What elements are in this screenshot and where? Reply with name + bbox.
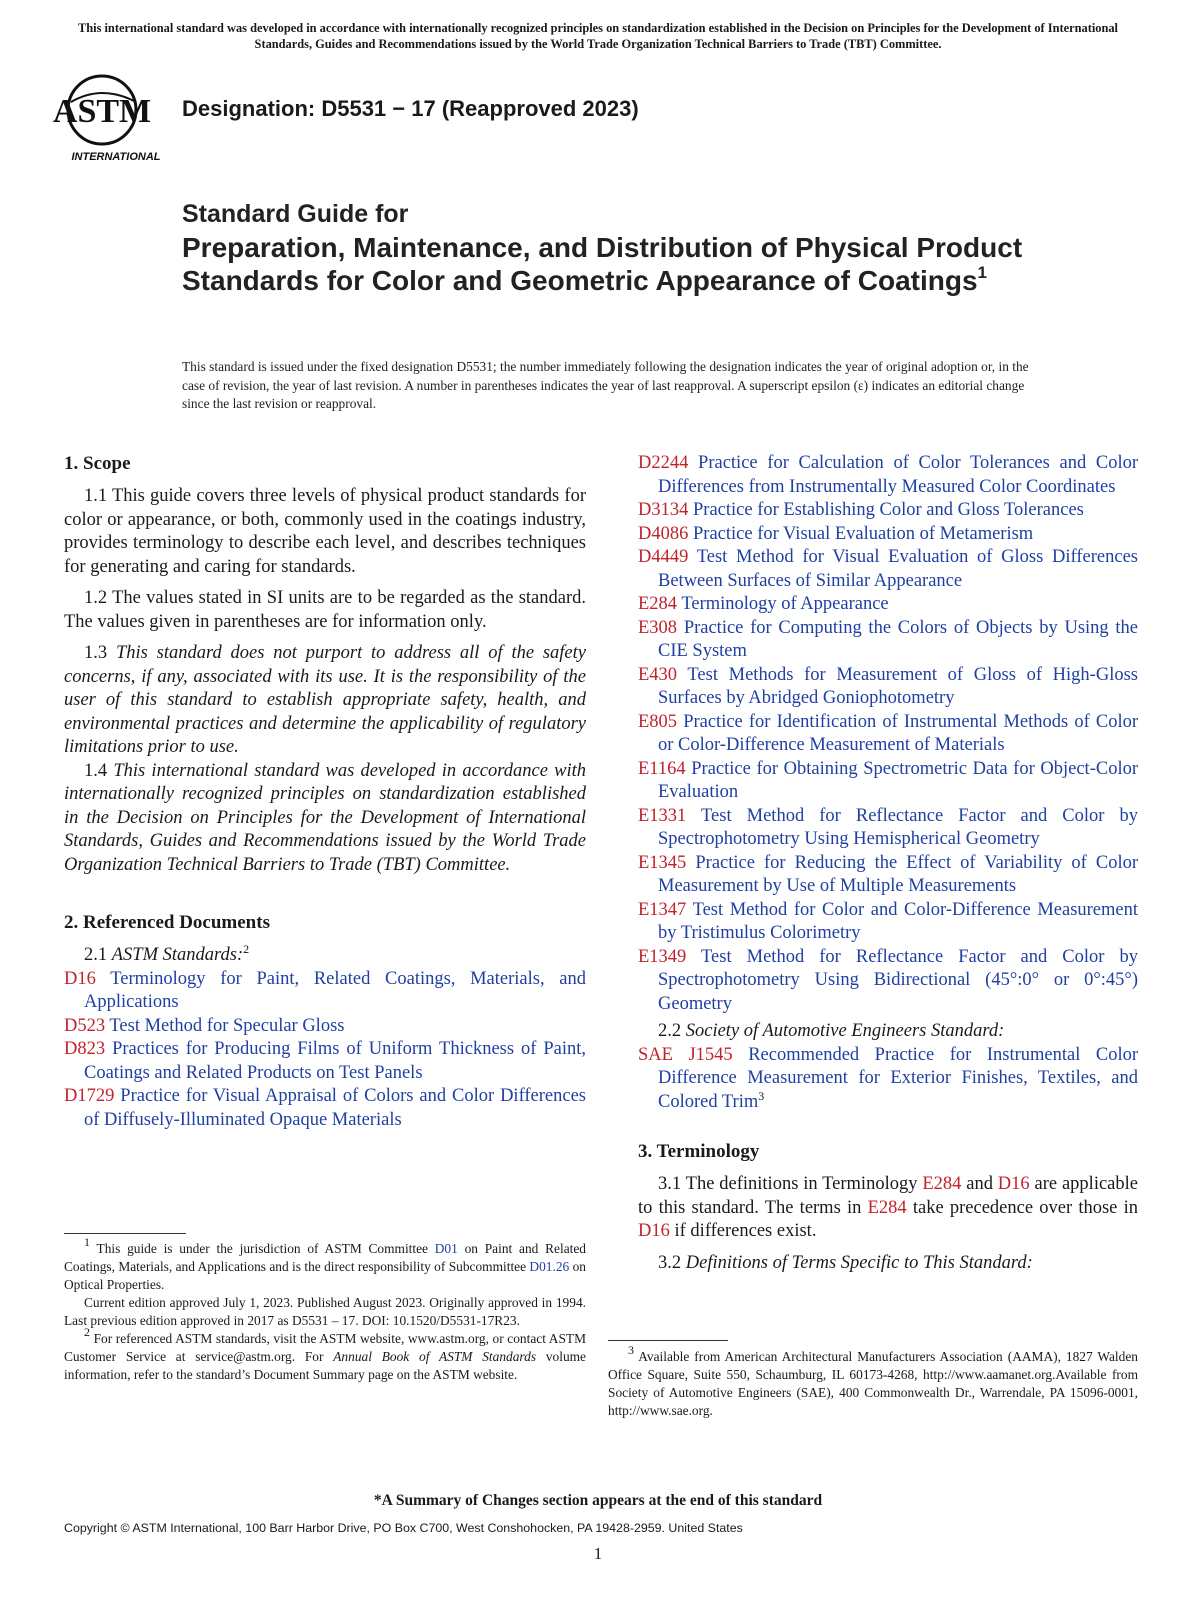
terminology-3-2-num: 3.2 [658,1252,682,1273]
designation: Designation: D5531 − 17 (Reapproved 2023) [182,96,639,121]
summary-note: *A Summary of Changes section appears at the end of this standard [373,1492,823,1509]
link-e284[interactable]: E284 [922,1174,962,1194]
copyright: Copyright © ASTM International, 100 Barr Harbor Drive, PO Box C700, West Conshohocken, PA 19428-2959. United States [64,1521,743,1535]
scope-1-1: 1.1 This guide covers three levels of physical product standards for color or appearance, or both, commonly used in the coatings industry, provides terminology to describe each level, and describes techniques for generating and caring for standards. [64,486,586,577]
astm-standards-fn: 2 [243,942,250,956]
footnote-edition: Current edition approved July 1, 2023. Published August 2023. Originally approved in 1994. Last previous edition approved in 2017 as D5531 – 17. DOI: 10.1520/D5531-17R23. [64,1295,586,1328]
terminology-3-1-text-c: are applicable to this standard. The terms in [638,1174,1138,1218]
reference-title[interactable]: Practice for Calculation of Color Tolerances and Color Differences from Instrumentally Measured Color Coordinates [658,453,1139,497]
reference-title[interactable]: Terminology of Appearance [681,594,889,614]
reference-code[interactable]: E430 [638,664,678,685]
scope-1-3-text: This standard does not purport to address all of the safety concerns, if any, associated with its use. It is the responsibility of the user of this standard to establish appropriate safety, health, and environmental practices and determine the applicability of regulatory limitations prior to use. [64,643,586,757]
sae-subheading [638,1020,1138,1044]
logo-letters: ASTM [52,93,152,130]
reference-code[interactable]: D16 [64,968,96,989]
sae-footnote-mark: 3 [758,1088,765,1103]
page-number: 1 [593,1544,603,1563]
reference-code[interactable]: E1164 [638,758,686,779]
reference-title[interactable]: Terminology for Paint, Related Coatings, Materials, and Applications [84,968,586,1012]
footnote-1-text-b: on Paint and Related Coatings, Materials, and Applications and is the direct responsibility of Subcommittee [64,1241,586,1274]
terminology-3-1-text-b: and [961,1174,998,1194]
left-column [64,452,586,1132]
reference-title[interactable]: Test Methods for Measurement of Gloss of High-Gloss Surfaces by Abridged Goniophotometry [658,664,1138,708]
footnote-1-text-a: This guide is under the jurisdiction of ASTM Committee [90,1241,435,1256]
reference-code[interactable]: D3134 [638,500,689,520]
reference-d4449[interactable] [638,546,1138,593]
reference-title[interactable]: Recommended Practice for Instrumental Color Difference Measurement for Exterior Finishes, Textiles, and Colored Trim [658,1044,1138,1112]
reference-code[interactable]: D4449 [638,547,689,567]
reference-title[interactable]: Test Method for Specular Gloss [109,1015,345,1036]
reference-title[interactable]: Test Method for Visual Evaluation of Gloss Differences Between Surfaces of Similar Appearance [658,547,1138,591]
reference-title[interactable]: Practice for Visual Appraisal of Colors and Color Differences of Diffusely-Illuminated Opaque Materials [84,1086,587,1130]
footnote-3-paragraph [608,1343,1138,1420]
reference-d1729[interactable] [64,1085,586,1132]
left-reference-list [64,968,586,1133]
scope-1-4 [64,760,586,878]
reference-code[interactable]: SAE J1545 [638,1044,733,1065]
reference-e1349[interactable] [638,946,1138,1017]
terminology-3-2 [638,1252,1138,1276]
title-main-text: Preparation, Maintenance, and Distribution of Physical Product Standards for Color and Geometric Appearance of Coatings [182,232,1023,296]
issued-note: This standard is issued under the fixed designation D5531; the number immediately following the designation indicates the year of original adoption or, in the case of revision, the year of last revision. A number in parentheses indicates the year of last reapproval. A superscript epsilon (ε) indicates an editorial change since the last revision or reapproval. [182,359,1029,411]
reference-title[interactable]: Practice for Computing the Colors of Objects by Using the CIE System [658,617,1139,661]
reference-d823[interactable] [64,1038,586,1085]
astm-standards-num: 2.1 [84,945,108,965]
footnote-rule-right [608,1340,728,1341]
terminology-3-1-text-e: if differences exist. [669,1221,817,1241]
link-d16[interactable]: D16 [997,1174,1030,1194]
terminology-3-1-text-d: take precedence over those in [906,1197,1138,1218]
reference-code[interactable]: E1345 [638,852,687,873]
scope-1-3-num: 1.3 [84,643,108,663]
reference-title[interactable]: Practice for Identification of Instrumental Methods of Color or Color-Difference Measurement of Materials [658,711,1139,755]
link-e284-2[interactable]: E284 [867,1197,907,1218]
astm-standards-subheading [64,944,586,968]
astm-standards-label: ASTM Standards: [111,945,244,965]
sae-num: 2.2 [658,1021,682,1041]
reference-title[interactable]: Test Method for Color and Color-Difference Measurement by Tristimulus Colorimetry [658,899,1139,943]
scope-1-3 [64,642,586,760]
reference-e1347[interactable] [638,899,1138,946]
reference-title[interactable]: Test Method for Reflectance Factor and Color by Spectrophotometry Using Hemispherical Geometry [658,805,1138,849]
right-reference-list [638,452,1138,1016]
reference-title[interactable]: Practices for Producing Films of Uniform Thickness of Paint, Coatings and Related Products on Test Panels [84,1039,587,1083]
terminology-heading: 3. Terminology [638,1141,760,1162]
footnote-3-mark: 3 [628,1343,634,1357]
reference-e430[interactable] [638,664,1138,711]
reference-code[interactable]: E284 [638,594,678,614]
logo-label: INTERNATIONAL [71,151,161,163]
scope-1-2: 1.2 The values stated in SI units are to be regarded as the standard. The values given in parentheses are for information only. [64,588,586,632]
reference-d3134[interactable] [638,499,1138,523]
reference-code[interactable]: E1331 [638,805,687,826]
reference-title[interactable]: Practice for Establishing Color and Gloss Tolerances [693,500,1084,520]
terminology-3-1 [638,1173,1138,1244]
reference-title[interactable]: Practice for Obtaining Spectrometric Data for Object-Color Evaluation [658,758,1138,802]
reference-title[interactable]: Practice for Reducing the Effect of Variability of Color Measurement by Use of Multiple Measurements [658,852,1139,896]
terminology-3-1-text-a: 3.1 The definitions in Terminology [658,1174,923,1194]
footnote-3-text: Available from American Architectural Manufacturers Association (AAMA), 1827 Walden Office Square, Suite 550, Schaumburg, IL 60173-4268, http://www.aamanet.org.Available from Society of Automotive Engineers (SAE), 400 Commonwealth Dr., Warrendale, PA 15096-0001, http://www.sae.org. [608,1349,1138,1418]
footnote-2 [64,1325,586,1384]
reference-title[interactable]: Practice for Visual Evaluation of Metamerism [693,523,1034,544]
scope-1-4-num: 1.4 [84,760,108,781]
reference-d523[interactable] [64,1015,586,1039]
footnote-3 [608,1343,1138,1420]
scope-heading: 1. Scope [64,453,131,474]
reference-code[interactable]: D4086 [638,523,689,544]
reference-d4086[interactable] [638,523,1138,547]
footnote-1-mark: 1 [84,1235,90,1249]
reference-e284[interactable] [638,593,1138,617]
title-footnote-mark: 1 [977,263,988,282]
reference-e1164[interactable] [638,758,1138,805]
referenced-heading: 2. Referenced Documents [64,912,270,933]
reference-code[interactable]: D523 [64,1015,106,1036]
footnotes-left [64,1235,586,1384]
footnote-2-text-a: For referenced ASTM standards, visit the ASTM website, www.astm.org, or contact ASTM Customer Service at service@astm.org. For [64,1331,586,1364]
reference-d16[interactable] [64,968,586,1015]
footnote-2-italic: Annual Book of ASTM Standards [333,1349,537,1364]
link-d01[interactable]: D01 [434,1241,458,1256]
link-d01-26[interactable]: D01.26 [529,1259,570,1274]
footnote-1 [64,1235,586,1294]
reference-code[interactable]: E805 [638,711,678,732]
reference-code[interactable]: E308 [638,617,678,638]
top-notice: This international standard was developed in accordance with internationally recognized principles on standardization established in the Decision on Principles for the Development of International Standards, Guides and Recommendations issued by the World Trade Organization Technical Barriers to Trade (TBT) Committee. [77,21,1119,51]
footnote-2-mark: 2 [84,1325,90,1339]
sae-label: Society of Automotive Engineers Standard: [685,1021,1005,1041]
reference-code[interactable]: D823 [64,1039,106,1059]
reference-sae-j1545[interactable] [638,1044,1138,1115]
reference-code[interactable]: E1347 [638,899,687,920]
reference-d2244[interactable] [638,452,1138,499]
right-column [638,452,1138,1283]
footnote-rule-left [64,1233,186,1234]
reference-e308[interactable] [638,617,1138,664]
astm-logo [52,72,166,164]
reference-code[interactable]: E1349 [638,946,687,967]
reference-e805[interactable] [638,711,1138,758]
title-line1: Standard Guide for [182,200,409,228]
reference-code[interactable]: D1729 [64,1086,115,1106]
scope-1-4-text: This international standard was developed in accordance with internationally recognized principles on standardization established in the Decision on Principles for the Development of International Standards, Guides and Recommendations issued by the World Trade Organization Technical Barriers to Trade (TBT) Committee. [64,760,587,875]
title-main [182,231,1062,297]
link-d16-2[interactable]: D16 [638,1221,670,1241]
footnote-2-text-b: volume information, refer to the standard’s Document Summary page on the ASTM website. [64,1349,586,1382]
reference-e1345[interactable] [638,852,1138,899]
reference-code[interactable]: D2244 [638,453,689,473]
footnote-1-text-c: on Optical Properties. [64,1259,586,1292]
reference-title[interactable]: Test Method for Reflectance Factor and Color by Spectrophotometry Using Bidirectional (45°:0° or 0°:45°) Geometry [658,946,1138,1014]
terminology-3-2-text: Definitions of Terms Specific to This Standard: [685,1252,1033,1273]
reference-e1331[interactable] [638,805,1138,852]
document-title [182,198,1062,297]
